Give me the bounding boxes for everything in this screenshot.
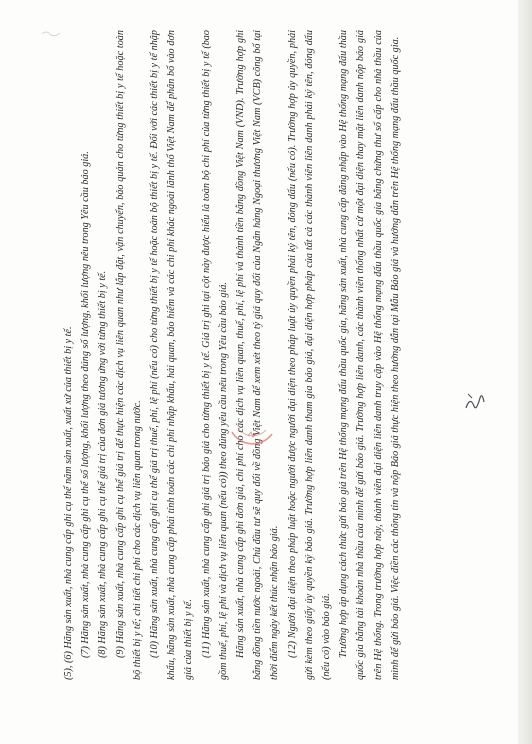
rotated-text-body: [60, 30, 460, 680]
paragraph-e-bidding: Trường hợp áp dụng cách thức gửi báo giá trên Hệ thống mạng đấu thầu quốc gia, hãng sản xuất, nhà cung cấp đăng nhập vào Hệ thống mạng đấu thầu quốc gia bằng tài khoản nhà thầu của mình để gửi báo giá. Trường hợp liên danh, các thành viên thống nhất cử một đại diện thay mặt liên danh nộp báo giá trên Hệ thống. Trong trường hợp này, thành viên đại diện liên danh truy cập vào Hệ thống mạng đấu thầu quốc gia bằng chứng thư số cấp cho nhà thầu của mình để gửi báo giá. Việc điền các thông tin và nộp Báo giá thực hiện theo hướng dẫn tại Mẫu Báo giá và hướng dẫn trên Hệ thống mạng đấu thầu quốc gia.: [338, 30, 401, 680]
paragraph-12: (12) Người đại diện theo pháp luật hoặc người được người đại diện theo pháp luật ủy quyền phải ký tên, đóng dấu (nếu có). Trường hợp ủy quyền, phải gửi kèm theo giấy ủy quyền ký báo giá. Trường hợp liên danh tham gia báo giá, đại diện hợp pháp của tất cả các thành viên liên danh phải ký tên, đóng dấu (nếu có) vào báo giá.: [286, 30, 333, 680]
paragraph-11: (11) Hãng sản xuất, nhà cung cấp ghi giá trị báo giá cho từng thiết bị y tế. Giá trị ghi tại cột này được hiểu là toàn bộ chi phí của từng thiết bị y tế (bao gồm thuế, phí, lệ phí và dịch vụ liên quan (nếu có)) theo đúng yêu cầu nêu trong Yêu cầu báo giá.: [200, 30, 229, 680]
paragraph-5-6: (5), (6) Hãng sản xuất, nhà cung cấp ghi cụ thể năm sản xuất, xuất xứ của thiết bị y tế.: [63, 326, 74, 680]
paragraph-7: (7) Hãng sản xuất, nhà cung cấp ghi cụ thể số lượng, khối lượng theo đúng số lượng, khối lượng nêu trong Yêu cầu báo giá.: [80, 151, 92, 658]
paragraph-8: (8) Hãng sản xuất, nhà cung cấp ghi cụ thể giá trị của đơn giá tương ứng với từng thiết bị y tế.: [97, 270, 109, 658]
partial-red-seal-stamp: [222, 392, 282, 452]
page-edge-shadow: [518, 0, 532, 744]
paragraph-currency: Hãng sản xuất, nhà cung cấp ghi đơn giá, chi phí cho các dịch vụ liên quan, thuế, phí, lệ phí và thành tiền bằng đồng Việt Nam (VND). Trường hợp ghi bằng đồng tiền nước ngoài, Chủ đầu tư sẽ quy đổi về đồng Việt Nam để xem xét theo tỷ giá quy đổi của Ngân hàng Ngoại thương Việt Nam (VCB) công bố tại thời điểm ngày kết thúc nhận báo giá.: [235, 30, 281, 680]
scan-artifact-mark: [40, 28, 62, 38]
paragraph-10: (10) Hãng sản xuất, nhà cung cấp ghi cụ thể giá trị thuế, phí, lệ phí (nếu có) cho từng thiết bị y tế hoặc toàn bộ thiết bị y tế. Đối với các thiết bị y tế nhập khẩu, hãng sản xuất, nhà cung cấp phải tính toán các chi phí nhập khẩu, hải quan, bảo hiểm và các chi phí khác ngoài lãnh thổ Việt Nam để phân bổ vào đơn giá của thiết bị y tế.: [149, 30, 195, 680]
handwritten-signature: [460, 386, 490, 416]
paragraph-9: (9) Hãng sản xuất, nhà cung cấp ghi cụ thể giá trị để thực hiện các dịch vụ liên quan như lắp đặt, vận chuyển, bảo quản cho từng thiết bị y tế hoặc toàn bộ thiết bị y tế; chi tiết chi phí cho các dịch vụ liên quan trong nước.: [114, 30, 143, 680]
